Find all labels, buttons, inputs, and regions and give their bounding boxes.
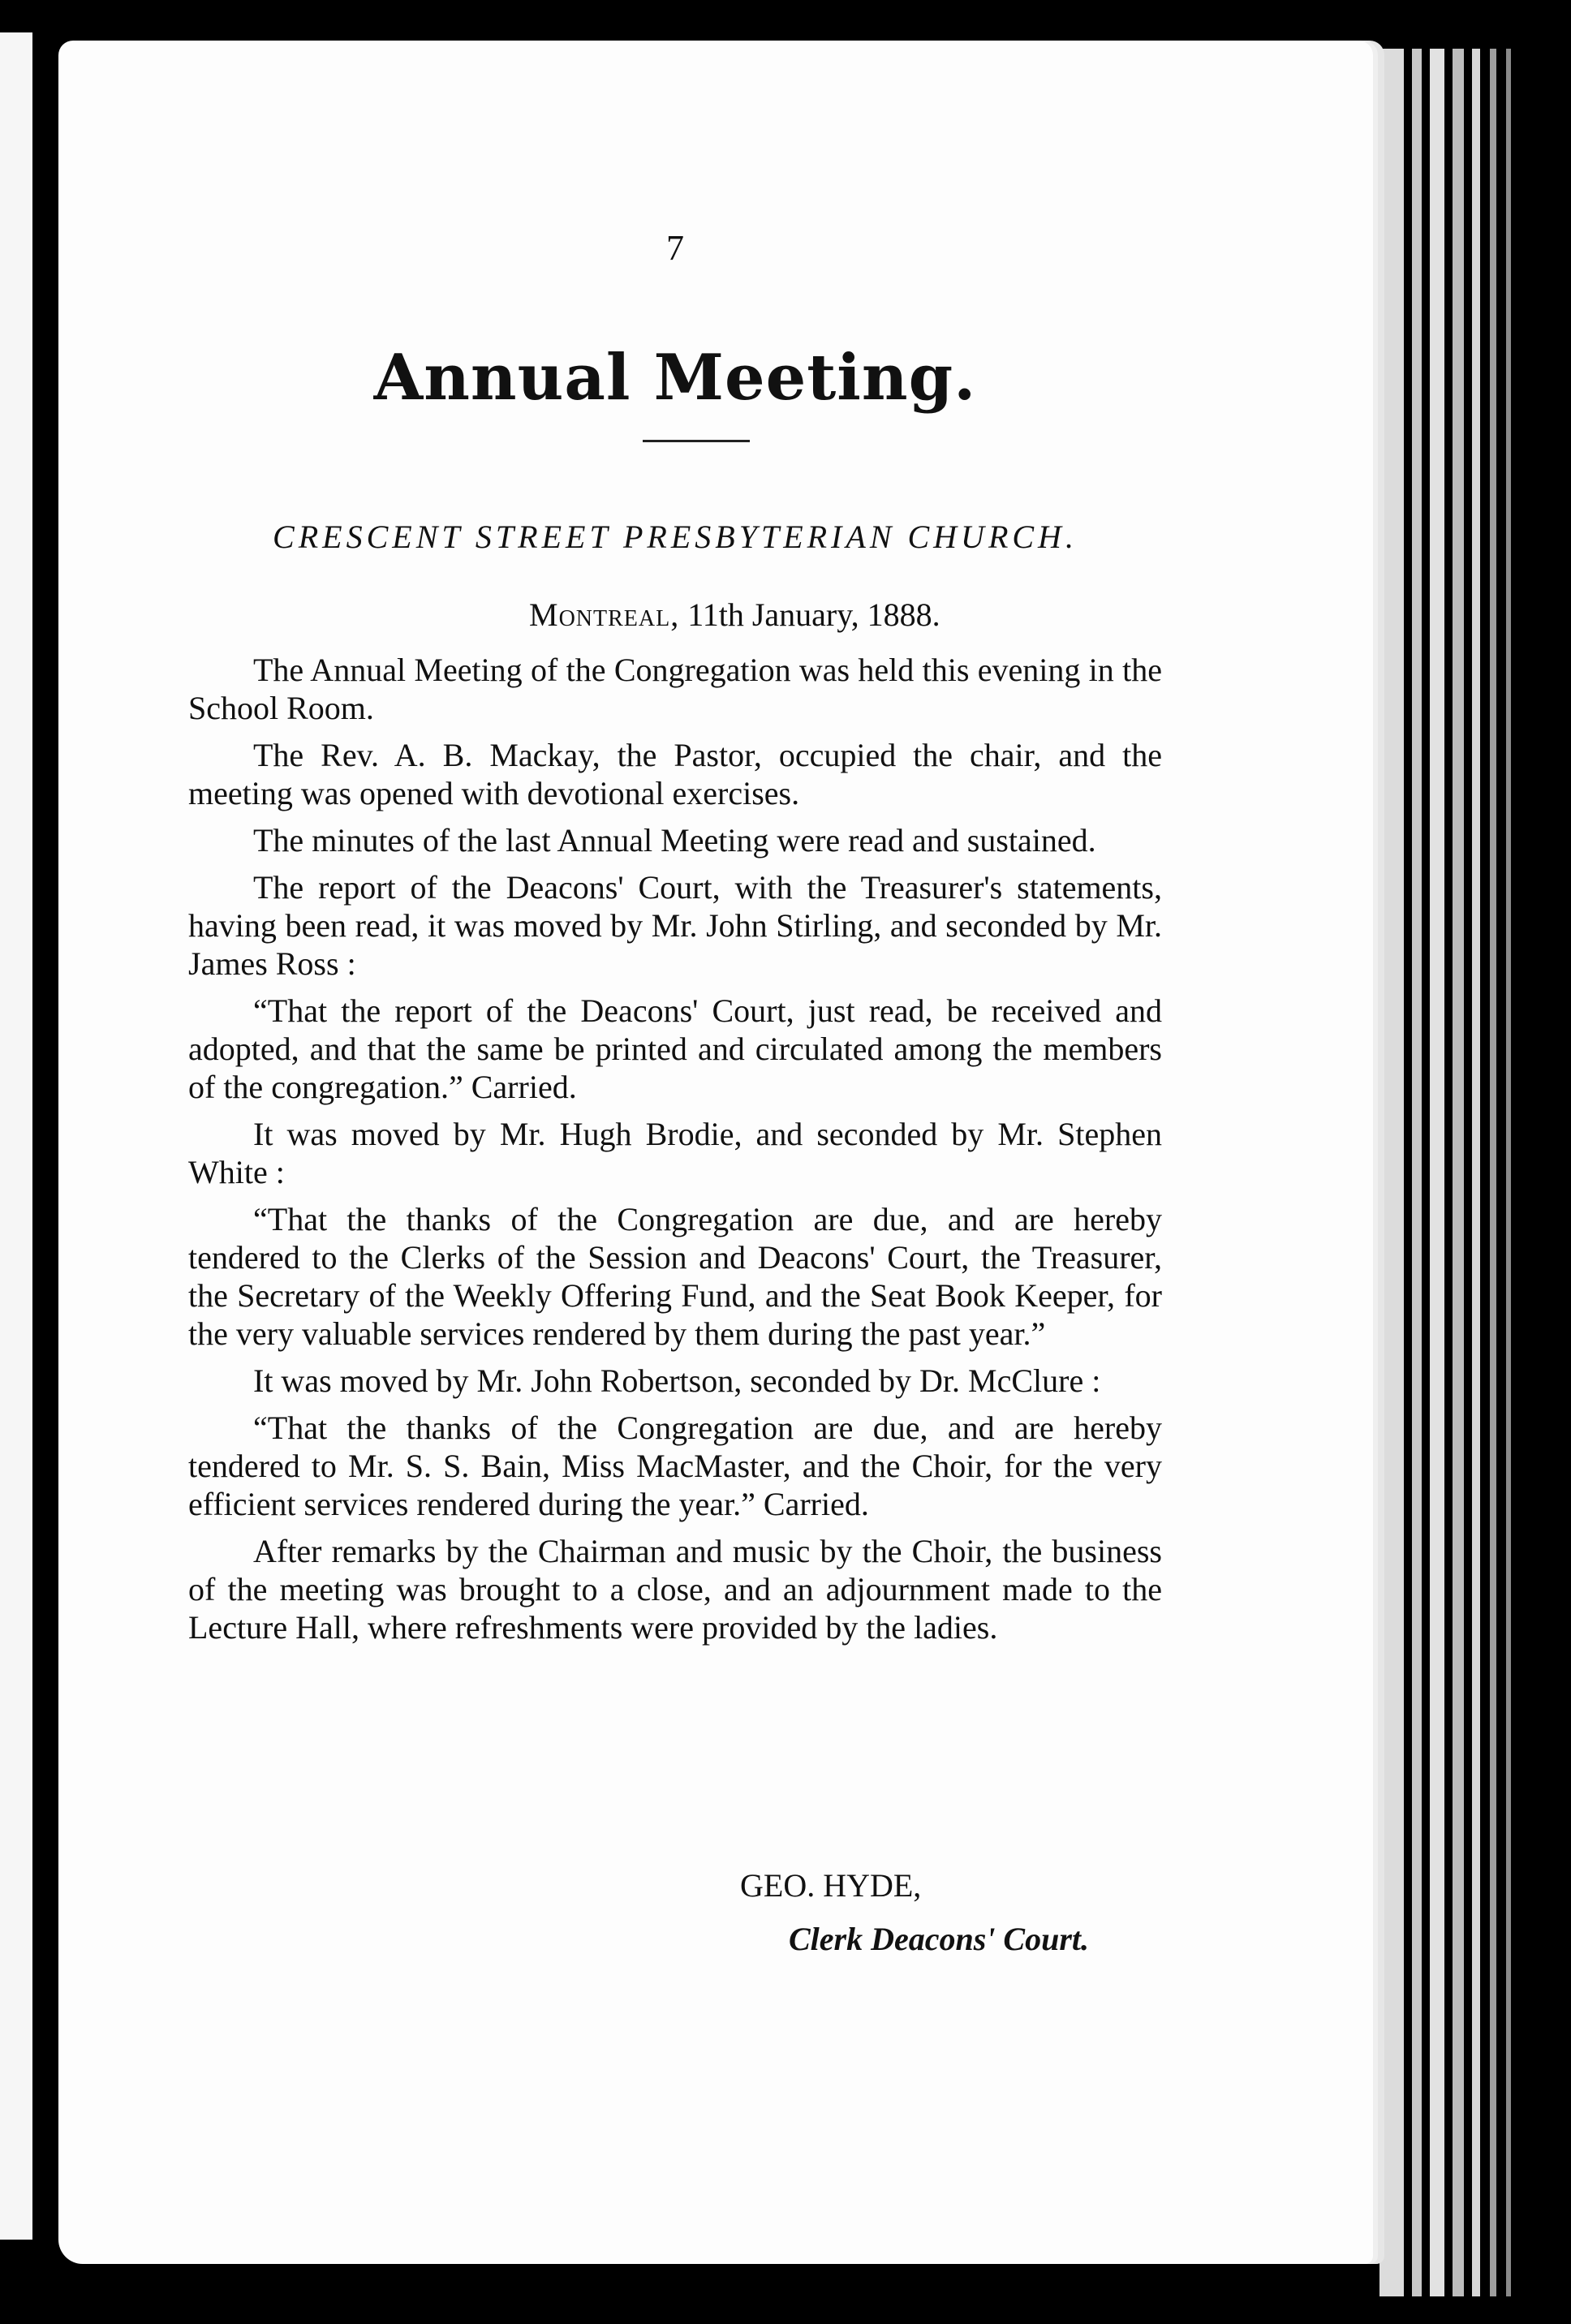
page-stack-edge <box>1412 49 1422 2296</box>
paragraph: It was moved by Mr. Hugh Brodie, and seconded by Mr. Stephen White : <box>188 1116 1162 1190</box>
paragraph: “That the thanks of the Congregation are due, and are hereby tendered to the Clerks of the Session and Deacons' Court, the Treasurer, the Secretary of the Weekly Offering Fund, and the Seat Book Keeper, for the very valuable services rendered by them during the past year.” <box>188 1201 1162 1352</box>
heading-rule <box>643 440 750 442</box>
paragraph: It was moved by Mr. John Robertson, seconded by Dr. McClure : <box>253 1362 1101 1399</box>
dateline-date: 11th January, 1888. <box>687 596 940 633</box>
page-stack-edge <box>1379 49 1404 2296</box>
page-heading: Annual Meeting. <box>373 341 977 415</box>
paragraph: “That the thanks of the Congregation are due, and are hereby tendered to Mr. S. S. Bain, Miss MacMaster, and the Choir, for the very efficient services rendered during the year.” Carried. <box>188 1409 1162 1522</box>
paragraph: The minutes of the last Annual Meeting were read and sustained. <box>253 822 1096 859</box>
paragraph: “That the report of the Deacons' Court, just read, be received and adopted, and that the same be printed and circulated among the members of the congregation.” Carried. <box>188 992 1162 1105</box>
paragraph: The Rev. A. B. Mackay, the Pastor, occupied the chair, and the meeting was opened with devotional exercises. <box>188 737 1162 811</box>
book-page <box>58 41 1373 2264</box>
left-page-edge <box>0 32 32 2240</box>
page-stack-edge <box>1490 49 1496 2296</box>
paragraph: The Annual Meeting of the Congregation was held this evening in the School Room. <box>188 652 1162 726</box>
church-name: CRESCENT STREET PRESBYTERIAN CHURCH. <box>273 519 1078 555</box>
dateline-place: Montreal, <box>529 596 680 633</box>
minutes-text <box>188 651 1162 1655</box>
signature-title: Clerk Deacons' Court. <box>789 1921 1090 1957</box>
paragraph: After remarks by the Chairman and music by the Choir, the business of the meeting was brought to a close, and an adjournment made to the Lecture Hall, where refreshments were provided by the ladies. <box>188 1533 1162 1646</box>
paragraph: The report of the Deacons' Court, with the Treasurer's statements, having been read, it was moved by Mr. John Stirling, and seconded by Mr. James Ross : <box>188 869 1162 982</box>
page-stack-edge <box>1506 49 1511 2296</box>
page-stack-edge <box>1430 49 1444 2296</box>
page-stack-edge <box>1472 49 1480 2296</box>
dateline <box>529 596 940 634</box>
page-stack-edge <box>1453 49 1464 2296</box>
signature-name: GEO. HYDE, <box>740 1867 922 1904</box>
page-number: 7 <box>666 228 684 268</box>
